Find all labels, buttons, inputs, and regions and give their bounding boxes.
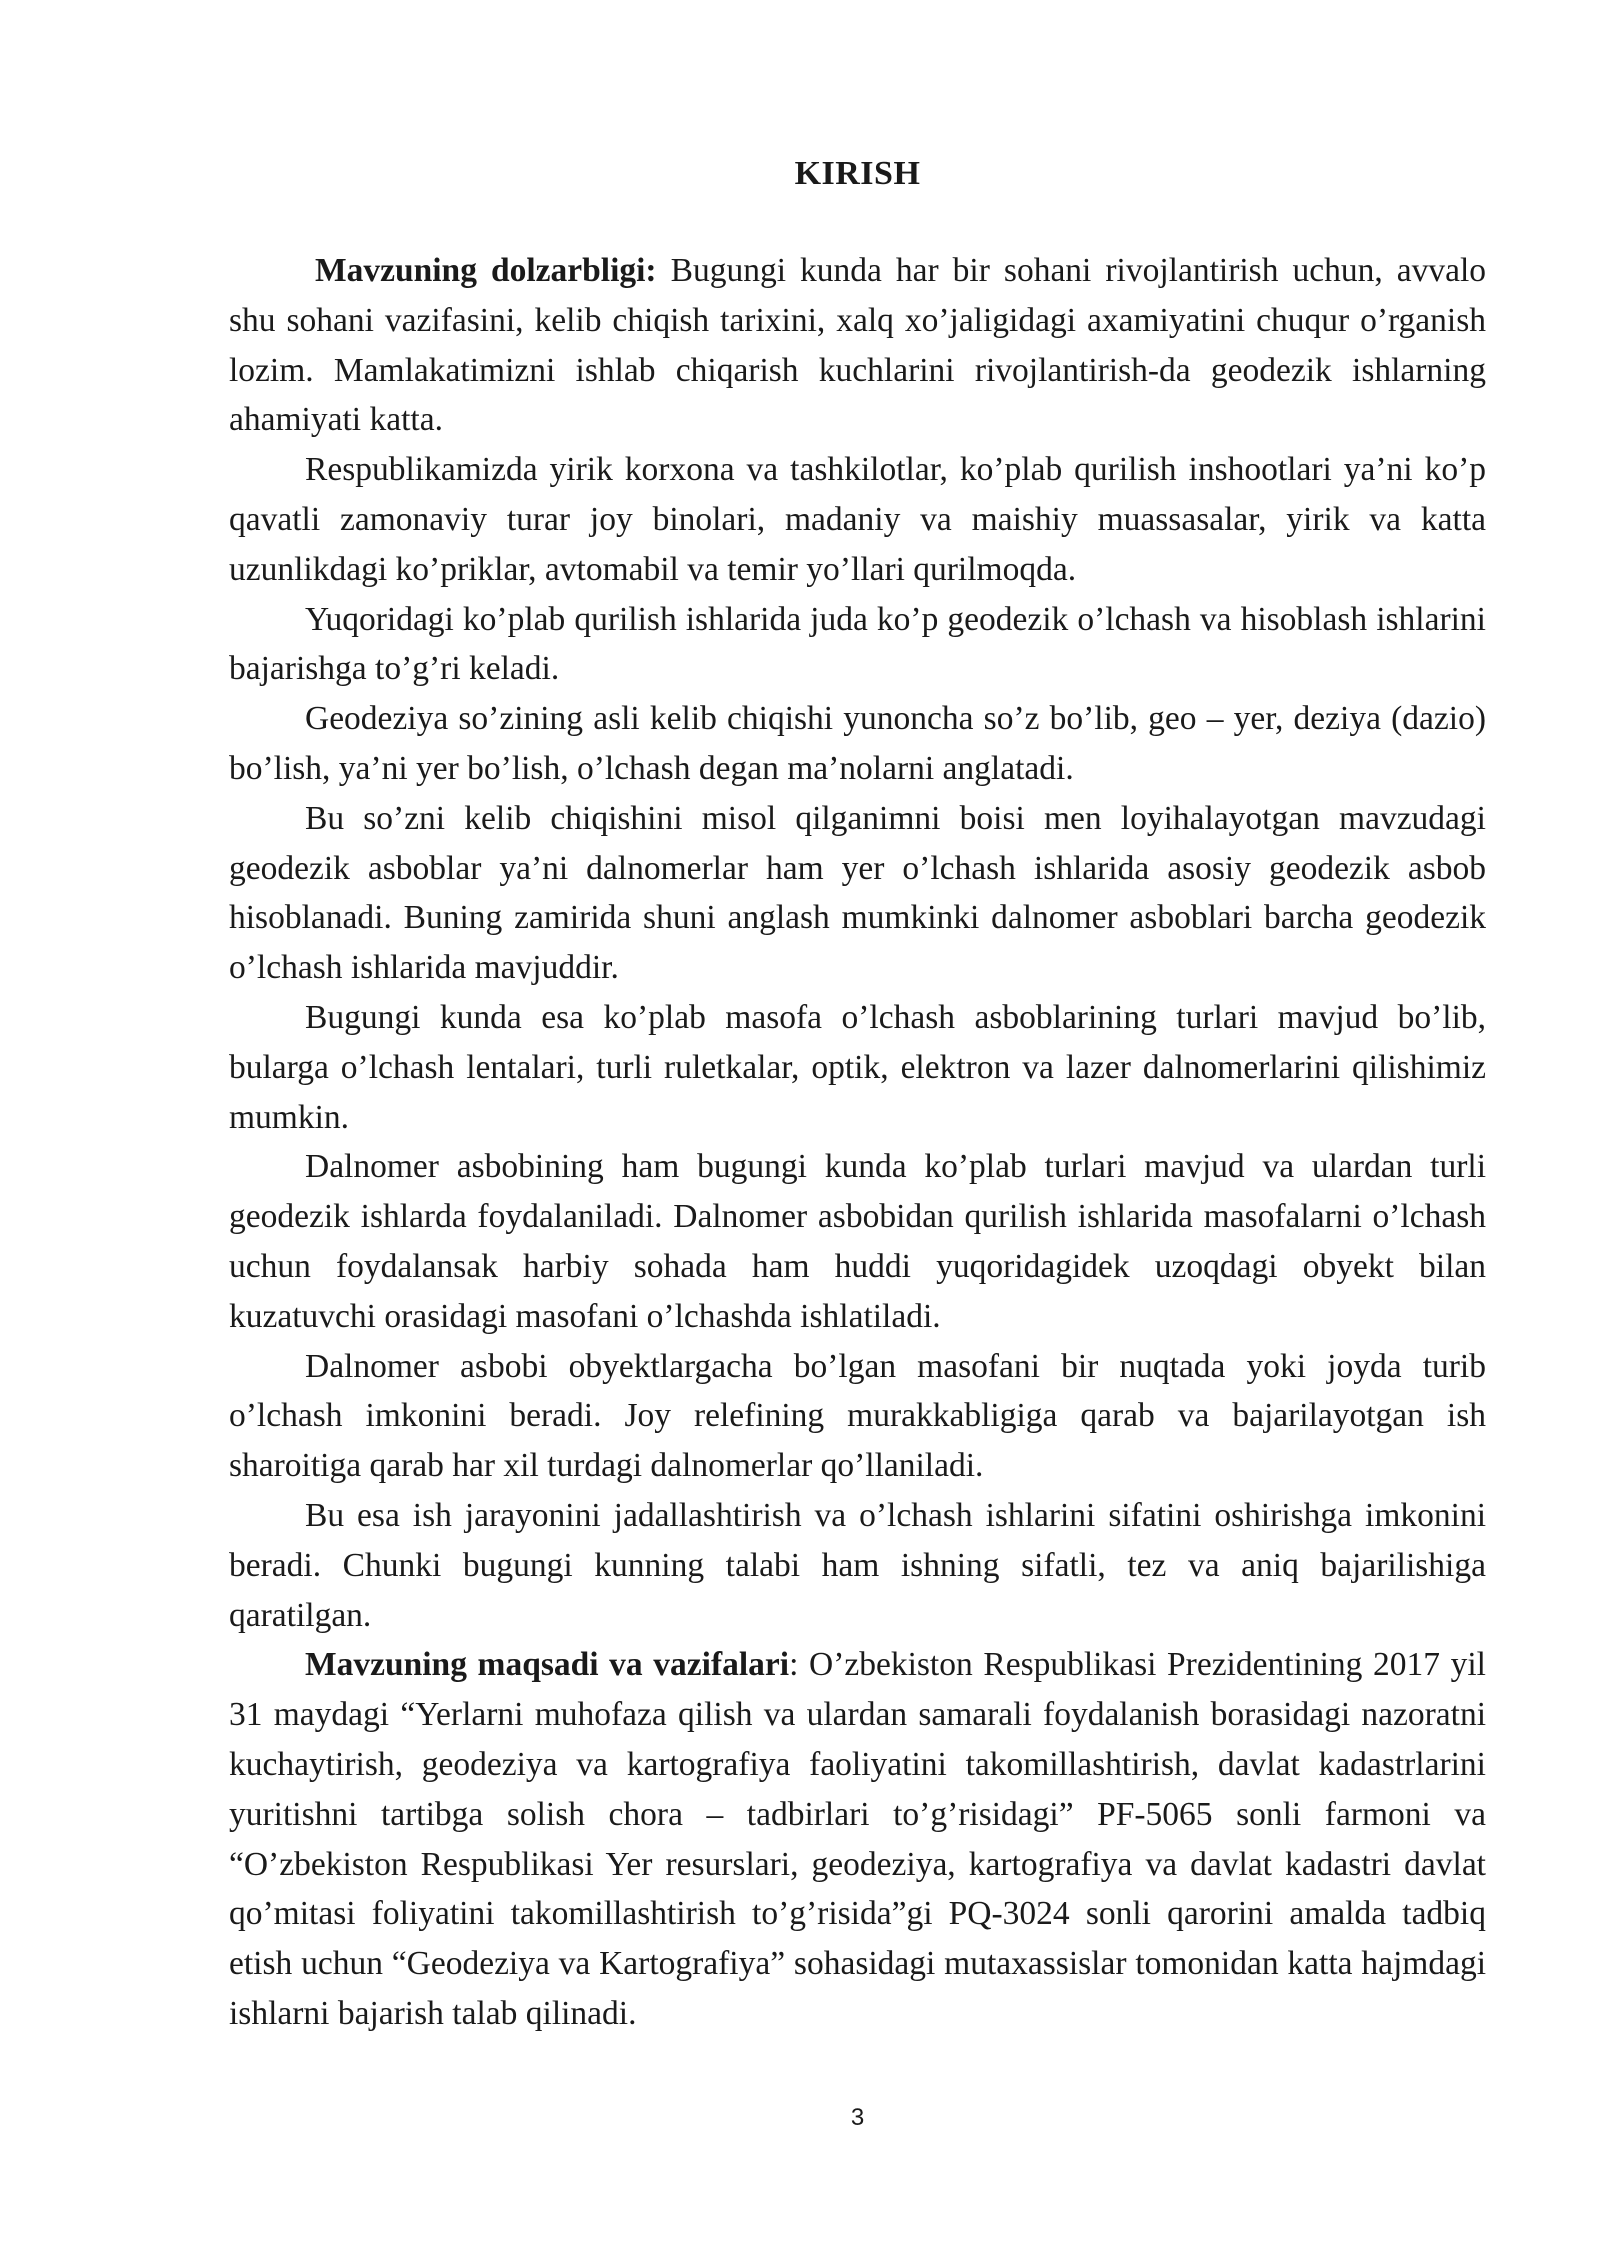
paragraph-relevance [229,246,1486,445]
paragraph: Bu so’zni kelib chiqishini misol qilganimni boisi men loyihalayotgan mavzudagi geodezik asboblar ya’ni dalnomerlar ham yer o’lchash ishlarida asosiy geodezik asbob hisoblanadi. Buning zamirida shuni anglash mumkinki dalnomer asboblari barcha geodezik o’lchash ishlarida mavjuddir. [229,799,1486,987]
paragraph: Respublikamizda yirik korxona va tashkilotlar, ko’plab qurilish inshootlari ya’ni ko’p qavatli zamonaviy turar joy binolari, madaniy va maishiy muassasalar, yirik va katta uzunlikdagi ko’priklar, avtomabil va temir yo’llari qurilmoqda. [229,451,1486,588]
section-heading: KIRISH [794,155,921,192]
paragraph-lead: Mavzuning dolzarbligi: [315,252,657,289]
paragraph: Geodeziya so’zining asli kelib chiqishi yunoncha so’z bo’lib, geo – yer, deziya (dazio) bo’lish, ya’ni yer bo’lish, o’lchash degan ma’nolarni anglatadi. [229,700,1486,787]
paragraph: Yuqoridagi ko’plab qurilish ishlarida juda ko’p geodezik o’lchash va hisoblash ishlarini bajarishga to’g’ri keladi. [229,600,1486,688]
paragraph-lead: Mavzuning maqsadi va vazifalari [305,1646,790,1684]
page-number: 3 [850,2104,865,2131]
paragraph-text: : O’zbekiston Respublikasi Prezidentining 2017 yil 31 maydagi “Yerlarni muhofaza qilish va ulardan samarali foydalanish borasidagi nazoratni kuchaytirish, geodeziya va kartografiya faoliyatini takomillashtirish, davlat kadastrlarini yuritishni tartibga solish chora – tadbirlari to’g’risidagi” PF-5065 sonli farmoni va “O’zbekiston Respublikasi Yer resurslari, geodeziya, kartografiya va davlat kadastri davlat qo’mitasi foliyatini takomillashtirish to’g’risida”gi PQ-3024 sonli qarorini amalda tadbiq etish uchun “Geodeziya va Kartografiya” sohasidagi mutaxassislar tomonidan katta hajmdagi ishlarni bajarish talab qilinadi. [229,1646,1486,2032]
paragraph: Dalnomer asbobining ham bugungi kunda ko’plab turlari mavjud va ulardan turli geodezik ishlarda foydalaniladi. Dalnomer asbobidan qurilish ishlarida masofalarni o’lchash uchun foydalansak harbiy sohada ham huddi yuqoridagidek uzoqdagi obyekt bilan kuzatuvchi orasidagi masofani o’lchashda ishlatiladi. [229,1148,1486,1335]
paragraph: Bu esa ish jarayonini jadallashtirish va o’lchash ishlarini sifatini oshirishga imkonini beradi. Chunki bugungi kunning talabi ham ishning sifatli, tez va aniq bajarilishiga qaratilgan. [229,1496,1486,1634]
body-text [229,246,1486,2039]
paragraph: Dalnomer asbobi obyektlargacha bo’lgan masofani bir nuqtada yoki joyda turib o’lchash imkonini beradi. Joy relefining murakkabligiga qarab va bajarilayotgan ish sharoitiga qarab har xil turdagi dalnomerlar qo’llaniladi. [229,1347,1486,1485]
paragraph-goals [229,1640,1486,2038]
paragraph: Bugungi kunda esa ko’plab masofa o’lchash asboblarining turlari mavjud bo’lib, bularga o’lchash lentalari, turli ruletkalar, optik, elektron va lazer dalnomerlarini qilishimiz mumkin. [229,998,1486,1136]
paragraph-text: Bugungi kunda har bir sohani rivojlantirish uchun, avvalo shu sohani vazifasini, kelib chiqish tarixini, xalq xo’jaligidagi axamiyatini chuqur o’rganish lozim. Mamlakatimizni ishlab chiqarish kuchlarini rivojlantirish-da geodezik ishlarning ahamiyati katta. [229,252,1486,439]
document-page [229,0,1486,2262]
